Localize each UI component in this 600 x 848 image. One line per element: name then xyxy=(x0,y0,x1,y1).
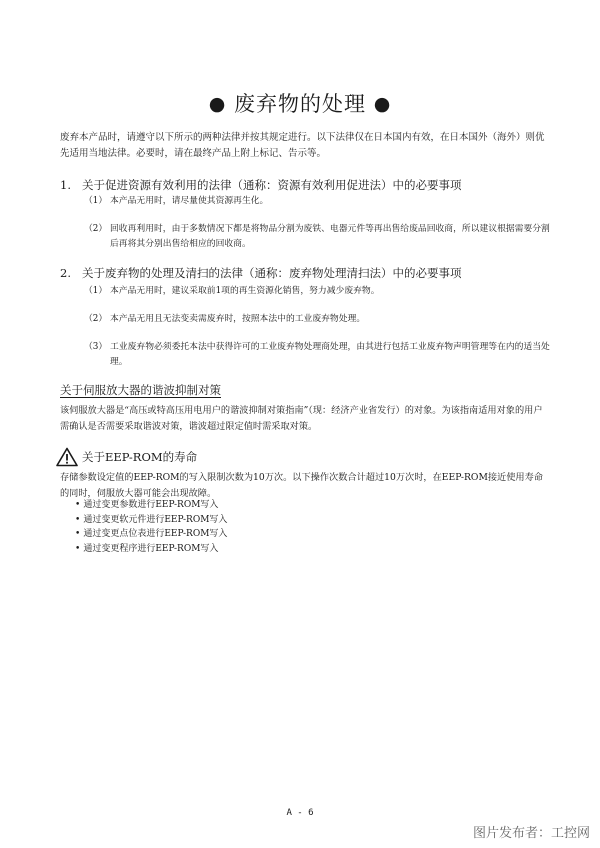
item-text: 工业废弃物必须委托本法中获得许可的工业废弃物处理商处理，由其进行包括工业废弃物声明管理等在内的适当处理。 xyxy=(110,342,550,367)
list-item: • 通过变更软元件进行EEP-ROM写入 xyxy=(75,513,227,528)
title-bullet-right: ● xyxy=(373,93,392,115)
item-number: （2） xyxy=(84,224,108,234)
publisher-watermark: 图片发布者：工控网 xyxy=(472,826,590,841)
item-number: （1） xyxy=(84,286,108,296)
list-item: • 通过变更参数进行EEP-ROM写入 xyxy=(75,498,227,513)
section2-heading xyxy=(60,265,560,281)
item-text: 本产品无用时，建议采取前1项的再生资源化销售，努力减少废弃物。 xyxy=(110,286,380,296)
section2-item-1 xyxy=(84,284,554,299)
section1-heading-text: 关于促进资源有效利用的法律（通称：资源有效利用促进法）中的必要事项 xyxy=(82,178,462,192)
title-bullet-left: ● xyxy=(208,93,227,115)
item-number: （2） xyxy=(84,314,108,324)
section1-heading xyxy=(60,177,560,193)
harmonic-paragraph: 该伺服放大器是“高压或特高压用电用户的谐波抑制对策指南”（现：经济产业省发行）的对象。为该指南适用对象的用户需确认是否需要采取谐波对策，谐波超过限定值时需采取对策。 xyxy=(60,405,543,432)
section1-item-1 xyxy=(84,194,554,209)
list-item: • 通过变更点位表进行EEP-ROM写入 xyxy=(75,527,227,542)
warning-triangle-icon xyxy=(56,447,78,467)
item-number: （1） xyxy=(84,196,108,206)
section1-item-2 xyxy=(84,222,554,252)
eeprom-heading xyxy=(56,446,197,468)
section2-heading-text: 关于废弃物的处理及清扫的法律（通称：废弃物处理清扫法）中的必要事项 xyxy=(82,266,462,280)
section2-item-2 xyxy=(84,312,554,327)
section2-number: 2. xyxy=(60,266,71,280)
section1-number: 1. xyxy=(60,178,71,192)
eeprom-paragraph: 存储参数设定值的EEP-ROM的写入限制次数为10万次。以下操作次数合计超过10万次时，在EEP-ROM接近使用寿命的同时，伺服放大器可能会出现故障。 xyxy=(60,472,543,499)
eeprom-bullet-list xyxy=(75,498,227,556)
eeprom-heading-text: 关于EEP-ROM的寿命 xyxy=(82,450,198,464)
intro-paragraph: 废弃本产品时，请遵守以下所示的两种法律并按其规定进行。以下法律仅在日本国内有效，在日本国外（海外）则优先适用当地法律。必要时，请在最终产品上附上标记、告示等。 xyxy=(60,132,545,159)
section2-item-3 xyxy=(84,340,554,370)
page-number: A - 6 xyxy=(286,808,314,818)
item-number: （3） xyxy=(84,342,108,352)
title-text: 废弃物的处理 xyxy=(234,92,366,116)
harmonic-heading: 关于伺服放大器的谐波抑制对策 xyxy=(60,383,221,397)
list-item: • 通过变更程序进行EEP-ROM写入 xyxy=(75,542,227,557)
item-text: 本产品无用时，请尽量使其资源再生化。 xyxy=(110,196,269,206)
item-text: 回收再利用时，由于多数情况下都是将物品分割为废铁、电器元件等再出售给废品回收商，所以建议根据需要分割后再将其分别出售给相应的回收商。 xyxy=(110,224,550,249)
item-text: 本产品无用且无法变卖需废弃时，按照本法中的工业废弃物处理。 xyxy=(110,314,366,324)
page-title xyxy=(0,88,600,118)
